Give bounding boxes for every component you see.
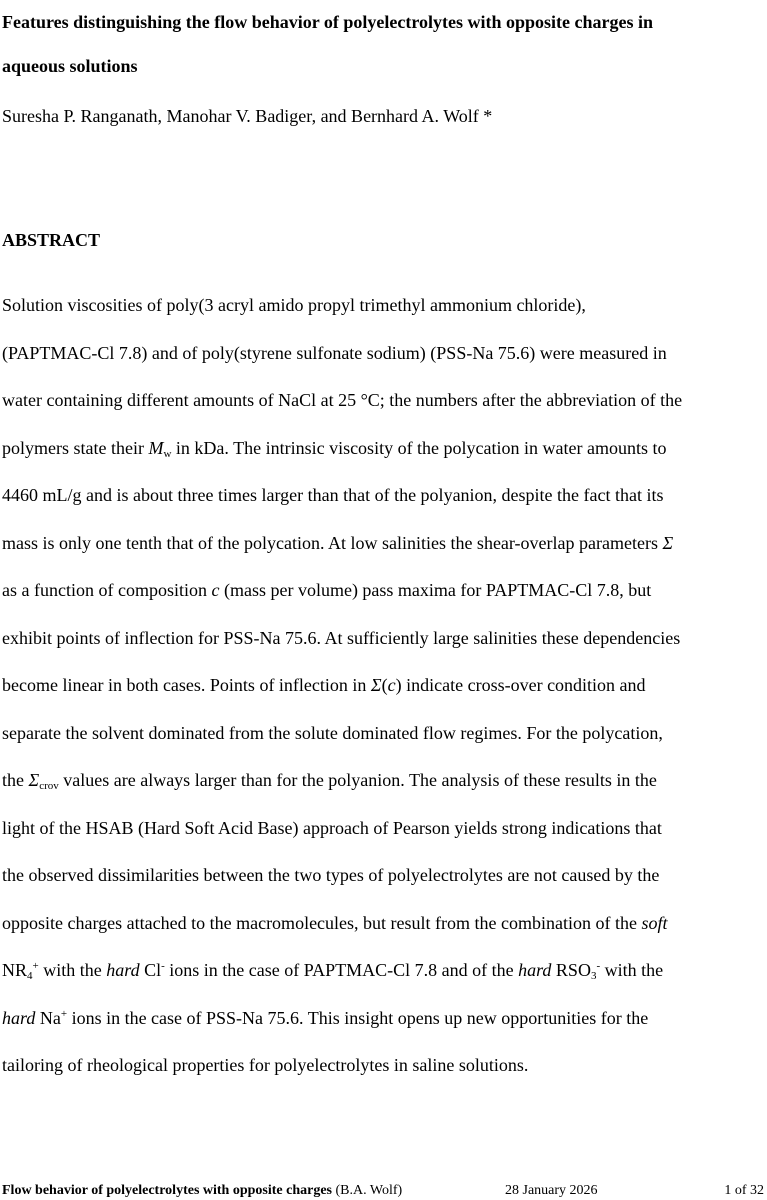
abstract-line: Solution viscosities of poly(3 acryl amido propyl trimethyl ammonium chloride), [2, 295, 586, 315]
abstract-line: water containing different amounts of NaCl at 25 °C; the numbers after the abbreviation of the [2, 390, 683, 410]
abstract-line: polymers state their $M_w$ in kDa. The intrinsic viscosity of the polycation in water amounts to [2, 437, 667, 460]
abstract-line: opposite charges attached to the macromolecules, but result from the combination of the soft [2, 912, 668, 933]
footer-page-number: 1 of 32 [724, 1183, 764, 1198]
paper-title-line-2: aqueous solutions [2, 56, 138, 76]
c-symbol: c [387, 675, 396, 695]
abstract-line: the $\Sigma_{crov}$ values are always larger than for the polyanion. The analysis of these results in the [2, 770, 657, 792]
sigma-symbol: Σ [28, 770, 40, 790]
abstract-line: the observed dissimilarities between the two types of polyelectrolytes are not caused by the [2, 865, 660, 885]
c-symbol: c [211, 580, 220, 600]
abstract-line: $NR_4^+$ with the hard Cl- ions in the case of PAPTMAC-Cl 7.8 and of the hard $RSO_3^-$ with the [2, 960, 664, 982]
abstract-heading: ABSTRACT [2, 230, 101, 250]
abstract-line: mass is only one tenth that of the polycation. At low salinities the shear-overlap parameters Σ [2, 532, 674, 553]
abstract-line: (PAPTMAC-Cl 7.8) and of poly(styrene sulfonate sodium) (PSS-Na 75.6) were measured in [2, 342, 667, 363]
paper-title-line-1: Features distinguishing the flow behavior of polyelectrolytes with opposite charges in [2, 12, 654, 32]
abstract-line: separate the solvent dominated from the solute dominated flow regimes. For the polycation, [2, 722, 663, 743]
abstract-line: light of the HSAB (Hard Soft Acid Base) approach of Pearson yields strong indications that [2, 817, 662, 838]
abstract-body [2, 282, 765, 1090]
page-footer [2, 1182, 764, 1200]
sigma-symbol: Σ [370, 675, 382, 695]
abstract-line: hard Na+ ions in the case of PSS-Na 75.6. This insight opens up new opportunities for the [2, 1007, 649, 1028]
footer-author: (B.A. Wolf) [332, 1183, 403, 1198]
mw-symbol: M [148, 437, 164, 458]
abstract-line: tailoring of rheological properties for polyelectrolytes in saline solutions. [2, 1055, 529, 1075]
abstract-line: become linear in both cases. Points of inflection in Σ(c) indicate cross-over condition and [2, 675, 646, 695]
abstract-line: exhibit points of inflection for PSS-Na 75.6. At sufficiently large salinities these dependencies [2, 627, 681, 648]
author-list: Suresha P. Ranganath, Manohar V. Badiger, and Bernhard A. Wolf * [2, 106, 493, 126]
abstract-line: 4460 mL/g and is about three times larger than that of the polyanion, despite the fact that its [2, 485, 664, 505]
paper-title [2, 0, 762, 88]
abstract-line: as a function of composition c (mass per volume) pass maxima for PAPTMAC-Cl 7.8, but [2, 580, 652, 600]
footer-date: 28 January 2026 [505, 1183, 598, 1198]
footer-running-title: Flow behavior of polyelectrolytes with opposite charges [2, 1183, 333, 1198]
sigma-symbol: Σ [662, 532, 674, 553]
